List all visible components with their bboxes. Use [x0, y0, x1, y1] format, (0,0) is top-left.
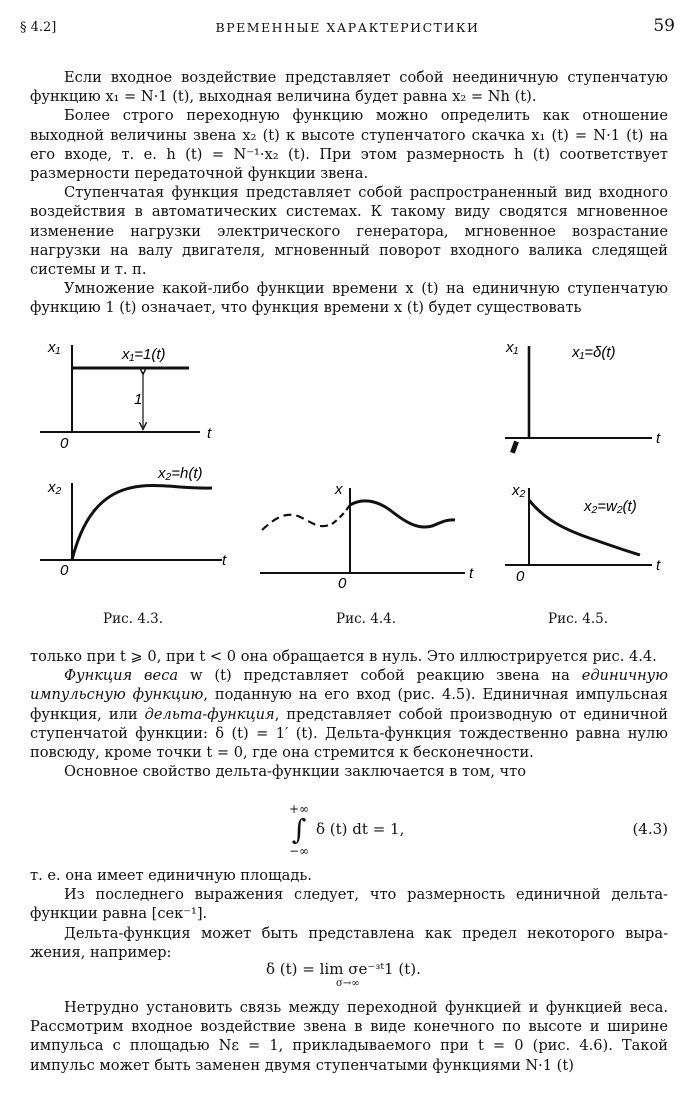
term-unit-impulse: единичную импульсную функцию	[30, 667, 668, 704]
fig45-bottom-x-label: t	[656, 557, 661, 574]
fig43-top-curve-label: x₁=1(t)	[122, 346, 166, 363]
fig44-origin: 0	[338, 575, 347, 592]
paragraph: Умножение какой-либо функции времени x (t) на единичную ступенчатую функцию 1 (t) означает, что функция времени x (t) будет существовать	[30, 280, 668, 317]
header-title: ВРЕМЕННЫЕ ХАРАКТЕРИСТИКИ	[215, 20, 480, 35]
fig43-transient-curve	[72, 486, 212, 560]
text-block-lower	[30, 866, 668, 962]
fig43-bottom-x-label: t	[222, 552, 227, 569]
upper-limit: +∞	[288, 802, 310, 816]
equation-limit	[266, 960, 446, 996]
fig44-positive-time-curve	[350, 501, 455, 527]
page-number: 59	[653, 16, 675, 36]
fig43-top-x-label: t	[207, 425, 212, 442]
limit-subscript: σ→∞	[336, 978, 360, 989]
paragraph: Функция веса w (t) представляет собой реакцию звена на единичную импульсную функцию, поданную на его вход (рис. 4.5). Единичная импульсная функция, или дельта-функция, представляет собой производную от единичной ступенчатой функции: δ (t) = 1′ (t). Дельта-функция тождественно равна нулю повсюду, кроме точки t = 0, где она стремится к бесконечности.	[30, 667, 668, 762]
section-ref: § 4.2]	[20, 20, 57, 35]
fig43-top-origin: 0	[60, 435, 69, 452]
text-block-middle	[30, 647, 668, 781]
integral	[288, 802, 310, 858]
fig44-join	[332, 505, 350, 524]
fig43-top	[40, 339, 212, 452]
fig45-top-x-label: t	[656, 430, 661, 447]
paragraph: т. е. она имеет единичную площадь.	[30, 867, 312, 884]
paragraph: Если входное воздействие представляет собой неединичную ступенчатую функцию x₁ = N·1 (t), выходная величина будет равна x₂ = Nh (t).	[30, 69, 668, 106]
fig44-y-label: x	[335, 481, 343, 498]
paragraph: Из последнего выражения следует, что размерность единичной дельта-функции равна [сек⁻¹].	[30, 886, 668, 923]
fig44-x-label: t	[469, 565, 474, 582]
integral-sign: ∫	[291, 813, 307, 846]
equation-4-3	[288, 800, 668, 866]
equation-body: δ (t) dt = 1,	[316, 820, 405, 838]
fig43-bottom	[40, 465, 227, 579]
paragraph: только при t ⩾ 0, при t < 0 она обращается в нуль. Это иллюстрируется рис. 4.4.	[30, 648, 657, 665]
fig45-top-y-label: x₁	[506, 339, 519, 356]
paragraph: Ступенчатая функция представляет собой распространенный вид входного воздействия в автоматических системах. К такому виду сводятся мгновенное изменение нагрузки электрического генератора, мгновенное возрастание нагрузки на валу двигателя, мгновенный поворот входного валика следящей системы и т. п.	[30, 184, 668, 279]
paragraph: Нетрудно установить связь между переходной функцией и функцией веса. Рассмотрим входное воздействие звена в виде конечного по высоте и ширине импульса с площадью Nε = 1, прикладываемого при t = 0 (рис. 4.6). Такой импульс может быть заменен двумя ступенчатыми функциями N·1 (t)	[30, 999, 668, 1074]
paragraph: Основное свойство дельта-функции заключается в том, что	[64, 763, 527, 781]
fig43-bottom-y-label: x₂	[48, 479, 62, 496]
fig45-bottom-origin: 0	[516, 568, 525, 585]
fig45-bottom-curve-label: x₂=w₂(t)	[584, 498, 637, 515]
paragraph: Более строго переходную функцию можно определить как отношение выходной величины звена x₂ (t) к высоте ступенчатого скачка x₁ (t) = N·1 (t) на его входе, т. е. h (t) = N⁻¹·x₂ (t). При этом размерность h (t) соответствует размерности передаточной функции звена.	[30, 107, 668, 183]
fig43-caption: Рис. 4.3.	[103, 611, 163, 627]
fig43-step-label: 1	[134, 391, 143, 408]
fig44-negative-time-curve	[262, 515, 332, 530]
fig45-origin-mark	[510, 441, 519, 454]
fig43-top-y-label: x₁	[48, 339, 61, 356]
paragraph: Дельта-функция может быть представлена как предел некоторого выражения, например:	[30, 924, 668, 961]
limit-body: δ (t) = lim σe⁻ᶟᵗ1 (t).	[266, 960, 421, 978]
term-delta-function: дельта-функция	[144, 705, 275, 723]
lower-limit: −∞	[288, 844, 310, 858]
fig43-bottom-origin: 0	[60, 562, 69, 579]
fig44-caption: Рис. 4.4.	[336, 611, 396, 627]
term-weight-function: Функция веса	[64, 667, 179, 685]
text-block-bottom	[30, 998, 668, 1075]
fig43-bottom-curve-label: x₂=h(t)	[158, 465, 203, 482]
equation-number: (4.3)	[632, 820, 668, 838]
fig45-caption: Рис. 4.5.	[548, 611, 608, 627]
fig45-bottom-y-label: x₂	[512, 482, 526, 499]
fig45-bottom	[505, 482, 661, 585]
fig44	[260, 481, 474, 592]
fig45-top-curve-label: x₁=δ(t)	[572, 344, 616, 361]
fig45-top	[505, 339, 661, 454]
